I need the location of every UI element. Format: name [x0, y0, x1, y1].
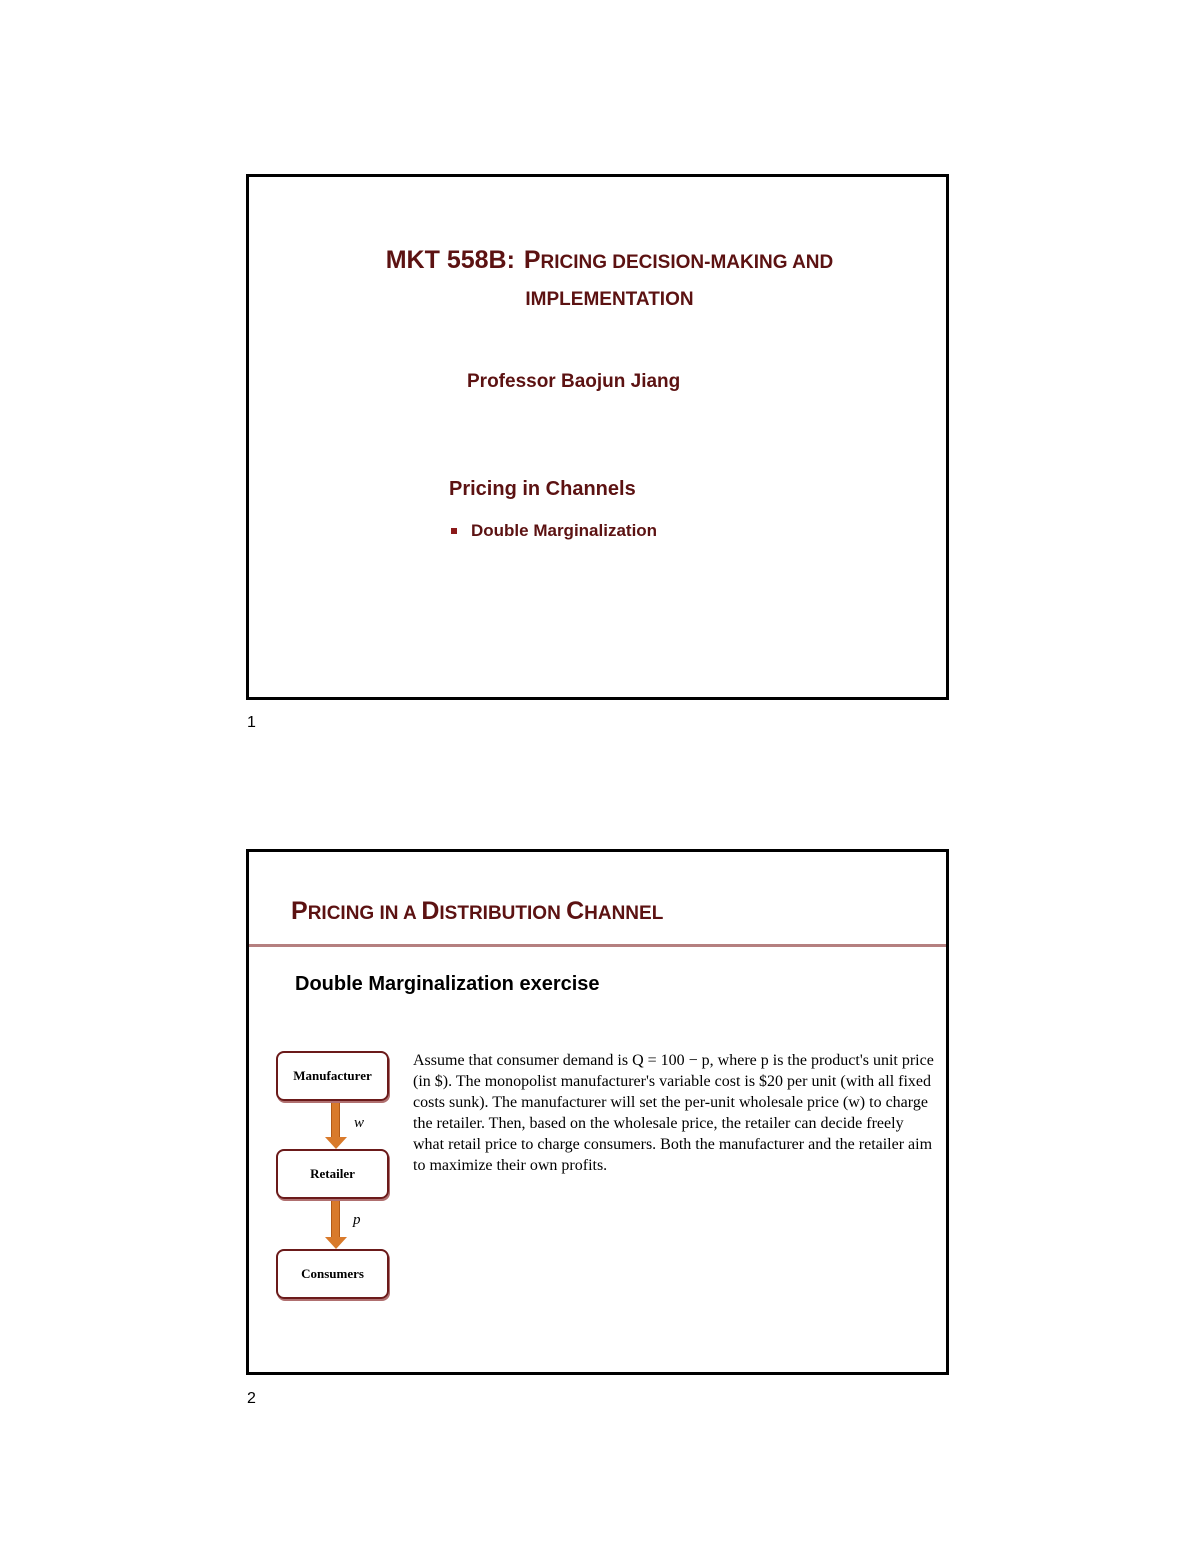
square-bullet-icon [451, 528, 457, 534]
professor-name: Professor Baojun Jiang [467, 371, 681, 392]
slide-2-subtitle: Double Marginalization exercise [295, 973, 600, 995]
slide-2-title: PRICING IN A DISTRIBUTION CHANNEL [291, 897, 664, 925]
slide-1-title-line-2: IMPLEMENTATION [525, 289, 694, 310]
slide-1-subtitle: Pricing in Channels [449, 478, 636, 500]
slide-1 [246, 174, 949, 700]
title-divider [249, 944, 946, 947]
retailer-node: Retailer [276, 1149, 389, 1199]
exercise-text: Assume that consumer demand is Q = 100 − p, where p is the product's unit price (in $). The monopolist manufacturer's variable cost is $20 per unit (with all fixed costs sunk). The manufacturer will set the per-unit wholesale price (w) to charge the retailer. Then, based on the wholesale price, the retailer can decide freely what retail price to charge consumers. Both the manufacturer and the retailer aim to maximize their own profits. [413, 1052, 934, 1174]
wholesale-price-label: w [354, 1115, 365, 1131]
bullet-text: Double Marginalization [471, 521, 658, 540]
consumers-node: Consumers [276, 1249, 389, 1299]
slide-2 [246, 849, 949, 1375]
retail-arrow [326, 1201, 346, 1249]
page-number-1: 1 [247, 714, 256, 731]
manufacturer-node: Manufacturer [276, 1051, 389, 1101]
wholesale-arrow [326, 1103, 346, 1149]
slide-1-title-line-1: MKT 558B: PRICING DECISION-MAKING AND [385, 246, 834, 274]
retail-price-label: p [353, 1212, 361, 1228]
page-number-2: 2 [247, 1390, 256, 1407]
slide-1-bullet [451, 521, 657, 541]
